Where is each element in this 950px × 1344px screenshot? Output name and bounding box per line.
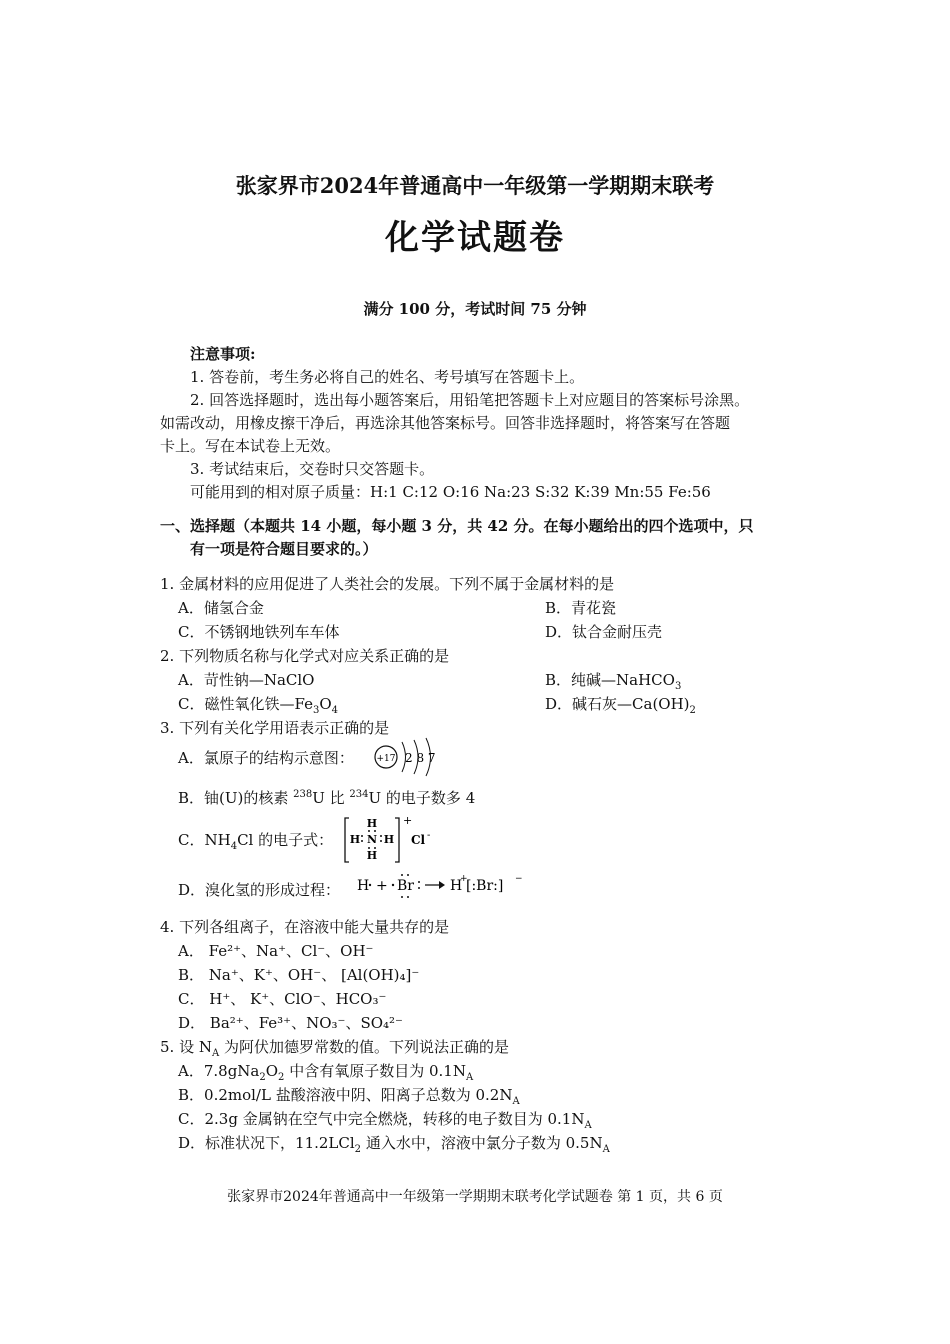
svg-text:H: H	[349, 833, 361, 846]
hbr-formation-process	[357, 868, 527, 904]
q2-option-c: C．磁性氧化铁$—Fe_3O_4$	[178, 695, 339, 716]
svg-text:+: +	[376, 878, 388, 894]
q2-option-b: B．纯碱—NaHCO$_3$	[545, 671, 682, 692]
electron-shells: 2 8 7	[405, 751, 436, 765]
q3-option-d: D．溴化氢的形成过程：	[178, 881, 341, 899]
svg-text:H: H	[383, 833, 395, 846]
svg-text:N: N	[366, 833, 378, 846]
page-footer: 张家界市2024年普通高中一年级第一学期期末联考化学试题卷 第 1 页，共 6 页	[227, 1189, 723, 1205]
q1-stem: 1. 金属材料的应用促进了人类社会的发展。下列不属于金属材料的是	[160, 575, 615, 593]
q3-option-a: A．氯原子的结构示意图：	[178, 749, 354, 767]
svg-text:H: H	[357, 878, 370, 894]
q2-option-a: A．苛性钠—NaClO	[178, 671, 315, 689]
svg-text:Br: Br	[397, 878, 414, 894]
svg-text:H: H	[366, 817, 378, 830]
chlorine-atom-structure-diagram	[372, 736, 444, 780]
q1-option-c: C．不锈钢地铁列车车体	[178, 623, 340, 641]
q5-stem: 5. 设 $N_A$ 为阿伏加德罗常数的值。下列说法正确的是	[160, 1038, 509, 1059]
q2-stem: 2. 下列物质名称与化学式对应关系正确的是	[160, 647, 450, 665]
q4-stem: 4. 下列各组离子，在溶液中能大量共存的是	[160, 918, 450, 936]
q2-option-d: D．碱石灰$—Ca(OH)_2$	[545, 695, 696, 716]
svg-text:H: H	[450, 878, 463, 894]
note-2c: 卡上。写在本试卷上无效。	[160, 437, 341, 455]
q5-option-c: C．2.3g 金属钠在空气中完全燃烧，转移的电子数目为 $0.1N_A$	[178, 1110, 592, 1131]
svg-text:H: H	[366, 849, 378, 862]
atomic-masses: 可能用到的相对原子质量：H:1 C:12 O:16 Na:23 S:32 K:39 Mn:55 Fe:56	[190, 483, 711, 501]
paper-subtitle: 化学试题卷	[385, 218, 565, 258]
svg-text:-: -	[427, 830, 431, 841]
svg-text:+: +	[460, 874, 468, 884]
q4-option-b: B． Na⁺、K⁺、OH⁻、 [Al(OH)₄]⁻	[178, 966, 420, 984]
svg-text:+: +	[403, 814, 413, 827]
q3-stem: 3. 下列有关化学用语表示正确的是	[160, 719, 390, 737]
q1-option-b: B．青花瓷	[545, 599, 617, 617]
q1-option-a: A．储氢合金	[178, 599, 264, 617]
notes-heading: 注意事项:	[190, 345, 256, 363]
q5-option-a: A．$7.8gNa_2O_2$ 中含有氧原子数目为 $0.1N_A$	[178, 1062, 474, 1083]
nucleus-charge: +17	[376, 754, 396, 764]
q4-option-c: C． H⁺、 K⁺、ClO⁻、HCO₃⁻	[178, 990, 387, 1008]
section-1-heading: 一、选择题（本题共 14 小题，每小题 3 分，共 42 分。在每小题给出的四个选项中，只	[160, 517, 754, 535]
ammonium-chloride-electron-formula	[343, 812, 443, 866]
exam-info: 满分 100 分，考试时间 75 分钟	[363, 300, 587, 318]
note-2a: 2. 回答选择题时，选出每小题答案后，用铅笔把答题卡上对应题目的答案标号涂黑。	[190, 391, 750, 409]
q4-option-a: A． Fe²⁺、Na⁺、Cl⁻、OH⁻	[178, 942, 374, 960]
q1-option-d: D．钛合金耐压壳	[545, 623, 663, 641]
svg-text:[:Br:]: [:Br:]	[466, 878, 504, 894]
svg-text:Cl: Cl	[411, 833, 426, 847]
q3-option-b: B．铀(U)的核素 $^{238}$U 比 $^{234}$U 的电子数多 4	[178, 789, 476, 807]
q5-option-b: B．0.2mol/L 盐酸溶液中阴、阳离子总数为 $0.2N_A$	[178, 1086, 520, 1107]
q5-option-d: D．标准状况下，11.2LCl$_2$ 通入水中，溶液中氯分子数为 $0.5N_A$	[178, 1134, 610, 1155]
exam-title: 张家界市2024年普通高中一年级第一学期期末联考	[235, 173, 715, 198]
section-1-heading-cont: 有一项是符合题目要求的。）	[190, 540, 378, 558]
note-3: 3. 考试结束后，交卷时只交答题卡。	[190, 460, 435, 478]
svg-text:−: −	[515, 874, 523, 884]
q4-option-d: D． Ba²⁺、Fe³⁺、NO₃⁻、SO₄²⁻	[178, 1014, 403, 1032]
q3-option-c: C．$NH_4Cl$ 的电子式：	[178, 831, 334, 852]
note-2b: 如需改动，用橡皮擦干净后，再选涂其他答案标号。回答非选择题时，将答案写在答题	[160, 414, 731, 432]
note-1: 1. 答卷前，考生务必将自己的姓名、考号填写在答题卡上。	[190, 368, 585, 386]
